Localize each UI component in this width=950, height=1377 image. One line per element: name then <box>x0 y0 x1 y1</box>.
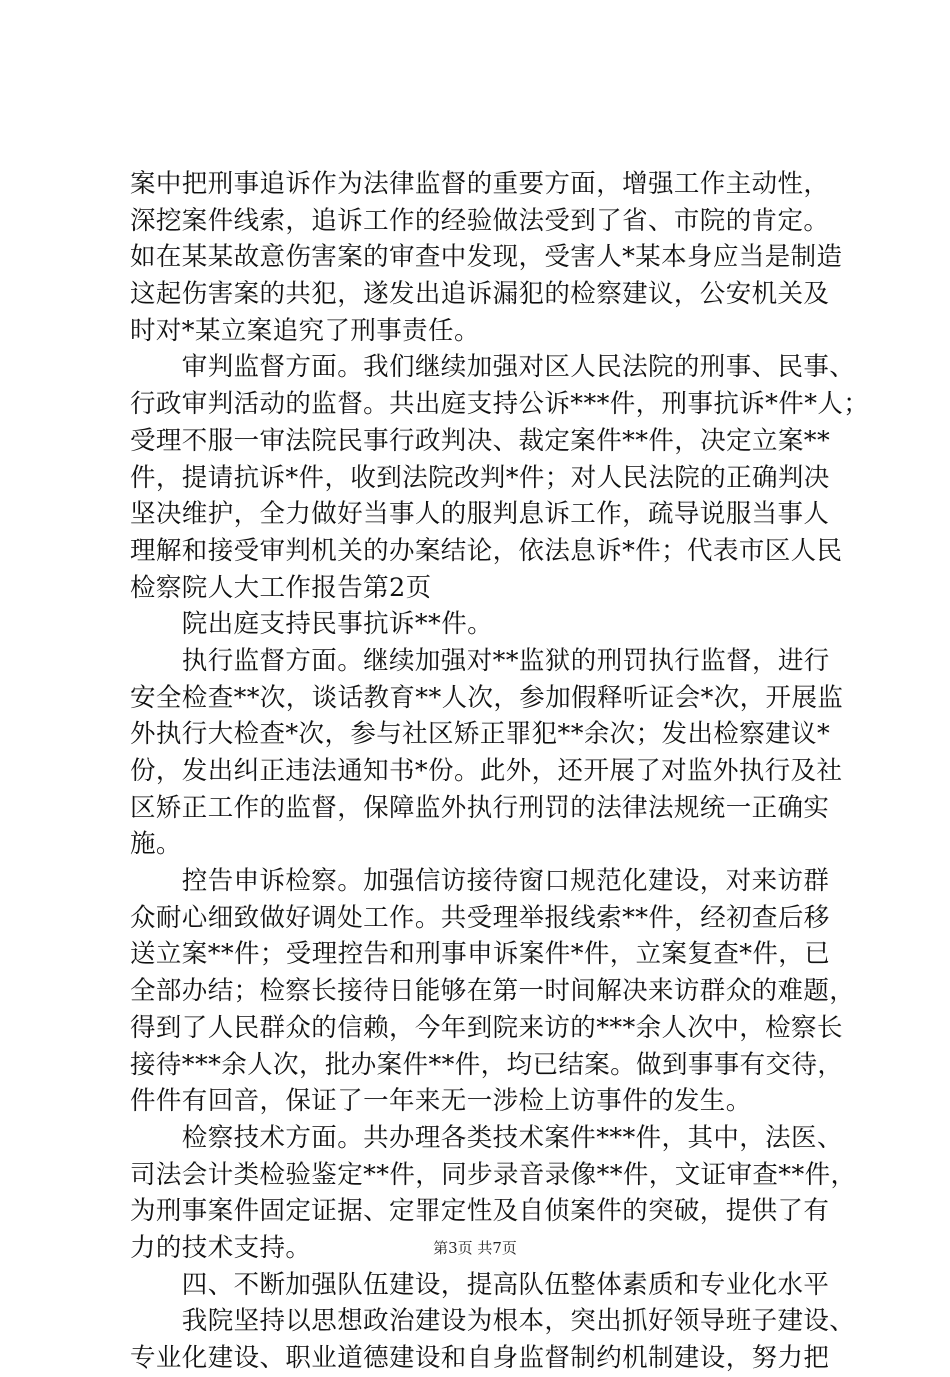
text-line: 执行监督方面。继续加强对**监狱的刑罚执行监督，进行 <box>130 645 830 676</box>
text-line: 审判监督方面。我们继续加强对区人民法院的刑事、民事、 <box>130 352 856 383</box>
text-line: 司法会计类检验鉴定**件，同步录音录像**件，文证审查**件， <box>130 1159 857 1190</box>
text-line: 安全检查**次，谈话教育**人次，参加假释听证会*次，开展监 <box>130 682 844 713</box>
text-line: 接待***余人次，批办案件**件，均已结案。做到事事有交待， <box>130 1049 844 1080</box>
text-line: 力的技术支持。 <box>130 1232 312 1263</box>
text-line: 理解和接受审判机关的办案结论，依法息诉*件；代表市区人民 <box>130 535 843 566</box>
text-line: 全部办结；检察长接待日能够在第一时间解决来访群众的难题， <box>130 976 856 1007</box>
text-line: 区矫正工作的监督，保障监外执行刑罚的法律法规统一正确实 <box>130 792 830 823</box>
text-line: 行政审判活动的监督。共出庭支持公诉***件，刑事抗诉*件*人； <box>130 389 870 420</box>
text-line: 外执行大检查*次，参与社区矫正罪犯**余次；发出检察建议* <box>130 719 831 750</box>
text-line: 受理不服一审法院民事行政判决、裁定案件**件，决定立案** <box>130 425 831 456</box>
text-line: 控告申诉检察。加强信访接待窗口规范化建设，对来访群 <box>130 866 830 897</box>
text-line: 件，提请抗诉*件，收到法院改判*件；对人民法院的正确判决 <box>130 462 830 493</box>
text-line: 坚决维护，全力做好当事人的服判息诉工作，疏导说服当事人 <box>130 499 830 530</box>
page-footer: 第3页 共7页 <box>433 1239 517 1257</box>
text-line: 众耐心细致做好调处工作。共受理举报线索**件，经初查后移 <box>130 902 830 933</box>
text-line: 检察院人大工作报告第2页 <box>130 572 432 603</box>
text-line: 四、不断加强队伍建设，提高队伍整体素质和专业化水平 <box>130 1269 830 1300</box>
text-line: 为刑事案件固定证据、定罪定性及自侦案件的突破，提供了有 <box>130 1196 830 1227</box>
body-text <box>130 166 870 1377</box>
text-line: 检察技术方面。共办理各类技术案件***件，其中，法医、 <box>130 1122 843 1153</box>
text-line: 专业化建设、职业道德建设和自身监督制约机制建设，努力把 <box>130 1343 830 1373</box>
text-line: 案中把刑事追诉作为法律监督的重要方面，增强工作主动性， <box>130 169 830 199</box>
text-line: 深挖案件线索，追诉工作的经验做法受到了省、市院的肯定。 <box>130 205 830 236</box>
text-line: 件件有回音，保证了一年来无一涉检上访事件的发生。 <box>130 1086 752 1117</box>
text-line: 施。 <box>130 829 182 860</box>
text-line: 份，发出纠正违法通知书*份。此外，还开展了对监外执行及社 <box>130 756 843 786</box>
text-line: 院出庭支持民事抗诉**件。 <box>130 609 494 640</box>
text-line: 送立案**件；受理控告和刑事申诉案件*件，立案复查*件，已 <box>130 939 831 970</box>
text-line: 时对*某立案追究了刑事责任。 <box>130 315 480 346</box>
text-line: 得到了人民群众的信赖，今年到院来访的***余人次中，检察长 <box>130 1012 843 1043</box>
text-line: 如在某某故意伤害案的审查中发现，受害人*某本身应当是制造 <box>130 242 843 273</box>
text-line: 这起伤害案的共犯，遂发出追诉漏犯的检察建议，公安机关及 <box>130 279 830 310</box>
text-line: 我院坚持以思想政治建设为根本，突出抓好领导班子建设、 <box>130 1306 856 1337</box>
